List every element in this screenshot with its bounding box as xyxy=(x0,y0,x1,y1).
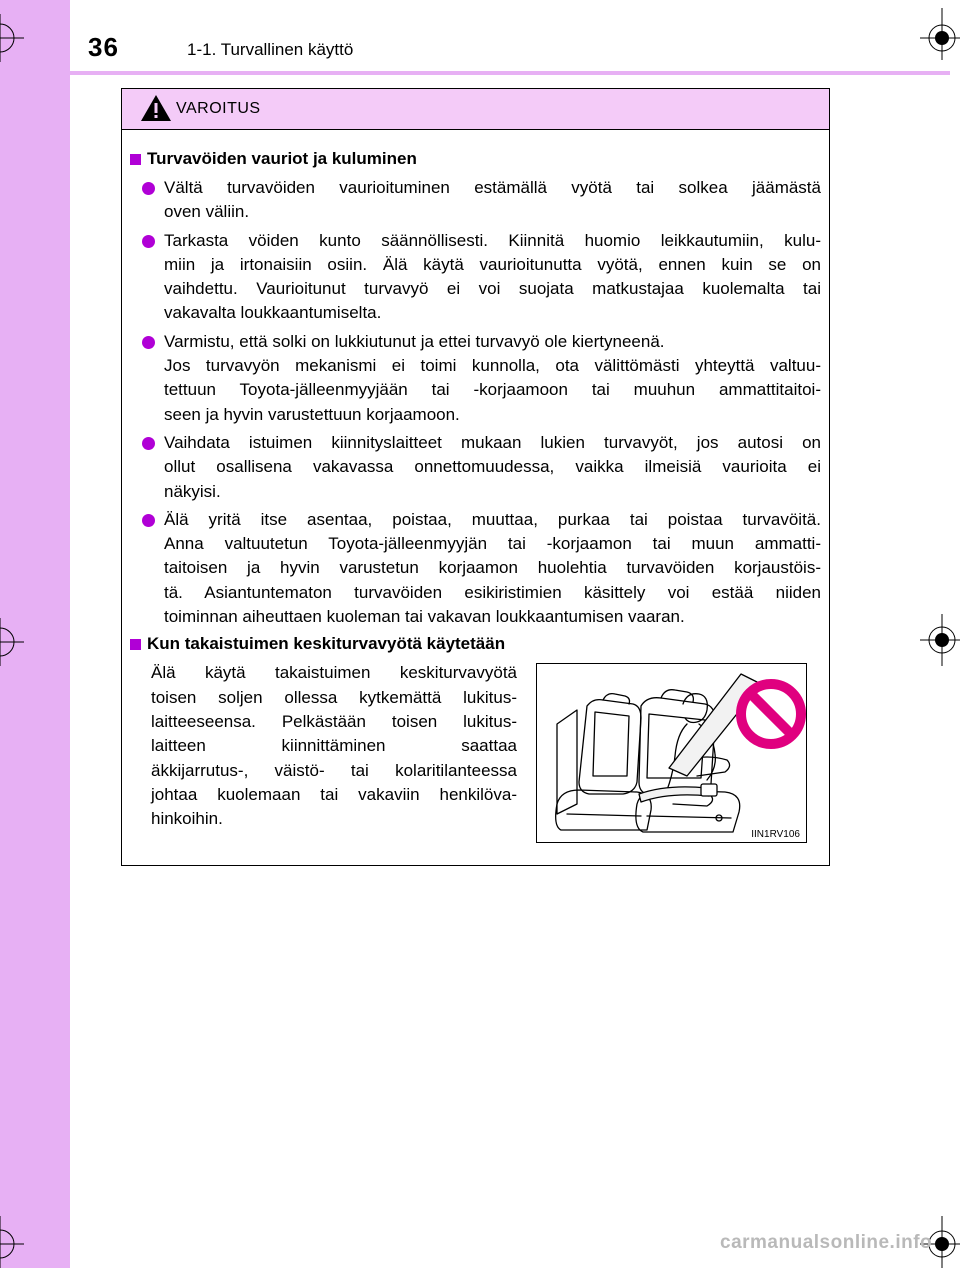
illustration-code: IIN1RV106 xyxy=(751,829,800,840)
text-line: oven väliin. xyxy=(164,202,250,222)
text-line: toiminnan aiheuttaen kuoleman tai vakavan loukkaantumisen vaaran. xyxy=(164,607,685,627)
text-line: tä. Asiantuntematon turvavöiden esikiristimien käsittely voi estää niiden xyxy=(164,582,821,602)
header-rule xyxy=(70,71,950,75)
registration-mark-middle-right xyxy=(920,614,960,666)
text-line: näkyisi. xyxy=(164,481,221,501)
warning-label: VAROITUS xyxy=(176,100,261,117)
section-heading-text: Kun takaistuimen keskiturvavyötä käytetään xyxy=(147,634,506,654)
registration-mark-middle-left xyxy=(0,618,24,666)
round-bullet-icon xyxy=(142,437,155,450)
text-line: Älä käytä takaistuimen keskiturvavyötä xyxy=(151,663,517,683)
section-heading-damage xyxy=(128,148,821,170)
text-line: Älä yritä itse asentaa, poistaa, muuttaa, purkaa tai poistaa turvavöitä. xyxy=(164,509,821,529)
round-bullet-icon xyxy=(142,235,155,248)
list-item xyxy=(142,330,821,427)
registration-mark-bottom-left xyxy=(0,1216,24,1268)
warning-header xyxy=(122,89,829,130)
prohibition-icon xyxy=(741,684,801,744)
list-item xyxy=(142,431,821,504)
section-title: 1-1. Turvallinen käyttö xyxy=(187,40,354,59)
text-line: taitoisen ja hyvin varustetun korjaamon huolehtia turvavöiden korjaustöis- xyxy=(164,558,821,578)
watermark: carmanualsonline.info xyxy=(720,1232,933,1253)
text-line: äkkijarrutus-, väistö- tai kolaritilanteessa xyxy=(151,760,517,780)
registration-mark-top-left xyxy=(0,14,24,62)
registration-mark-top-right xyxy=(920,8,960,60)
text-line: vaihdettu. Vaurioitunut turvavyö ei voi suojata matkustajaa kuolemalta tai xyxy=(164,279,821,299)
text-line: Anna valtuutetun Toyota-jälleenmyyjän tai -korjaamon tai muun ammatti- xyxy=(164,534,821,554)
square-bullet-icon xyxy=(130,154,141,165)
round-bullet-icon xyxy=(142,514,155,527)
section-heading-text: Turvavöiden vauriot ja kuluminen xyxy=(147,149,417,168)
text-line: Tarkasta vöiden kunto säännöllisesti. Kiinnitä huomio leikkautumiin, kulu- xyxy=(164,230,821,250)
text-line: Vaihdata istuimen kiinnityslaitteet mukaan lukien turvavyöt, jos autosi on xyxy=(164,432,821,452)
text-line: tettuun Toyota-jälleenmyyjään tai -korjaamoon tai muuhun ammattitaitoi- xyxy=(164,380,821,400)
text-line: Jos turvavyön mekanismi ei toimi kunnolla, ota välittömästi yhteyttä valtuu- xyxy=(164,356,821,376)
text-line: laitteeseensa. Pelkästään toisen lukitus- xyxy=(151,711,517,731)
list-item xyxy=(142,229,821,326)
list-item xyxy=(142,508,821,629)
text-line: miin ja irtonaisiin osiin. Älä käytä vaurioitunutta vyötä, ennen kuin se on xyxy=(164,254,821,274)
text-line: laitteen kiinnittäminen saattaa xyxy=(151,736,517,756)
text-line: vakavalta loukkaantumiselta. xyxy=(164,303,382,323)
round-bullet-icon xyxy=(142,336,155,349)
section-heading-center-belt xyxy=(128,633,821,655)
page-number: 36 xyxy=(88,32,119,62)
center-belt-text xyxy=(151,661,517,831)
text-line: johtaa kuolemaan tai vakaviin henkilöva- xyxy=(151,784,517,804)
text-line: hinkoihin. xyxy=(151,809,223,829)
warning-box xyxy=(121,88,830,866)
text-line: Varmistu, että solki on lukkiutunut ja ettei turvavyö ole kiertyneenä. xyxy=(164,331,665,351)
round-bullet-icon xyxy=(142,182,155,195)
warning-triangle-icon xyxy=(140,93,172,123)
seat-belt-drawing xyxy=(537,664,806,842)
text-line: ollut osallisena vakavassa onnettomuudessa, vaikka ilmeisiä vaurioita ei xyxy=(164,457,821,477)
text-line: seen ja hyvin varustettuun korjaamoon. xyxy=(164,404,460,424)
text-line: Vältä turvavöiden vaurioituminen estämällä vyötä tai solkea jäämästä xyxy=(164,178,821,197)
square-bullet-icon xyxy=(130,639,141,650)
list-item xyxy=(142,176,821,225)
text-line: toisen soljen ollessa kytkemättä lukitus- xyxy=(151,687,517,707)
seat-belt-illustration xyxy=(536,663,807,843)
